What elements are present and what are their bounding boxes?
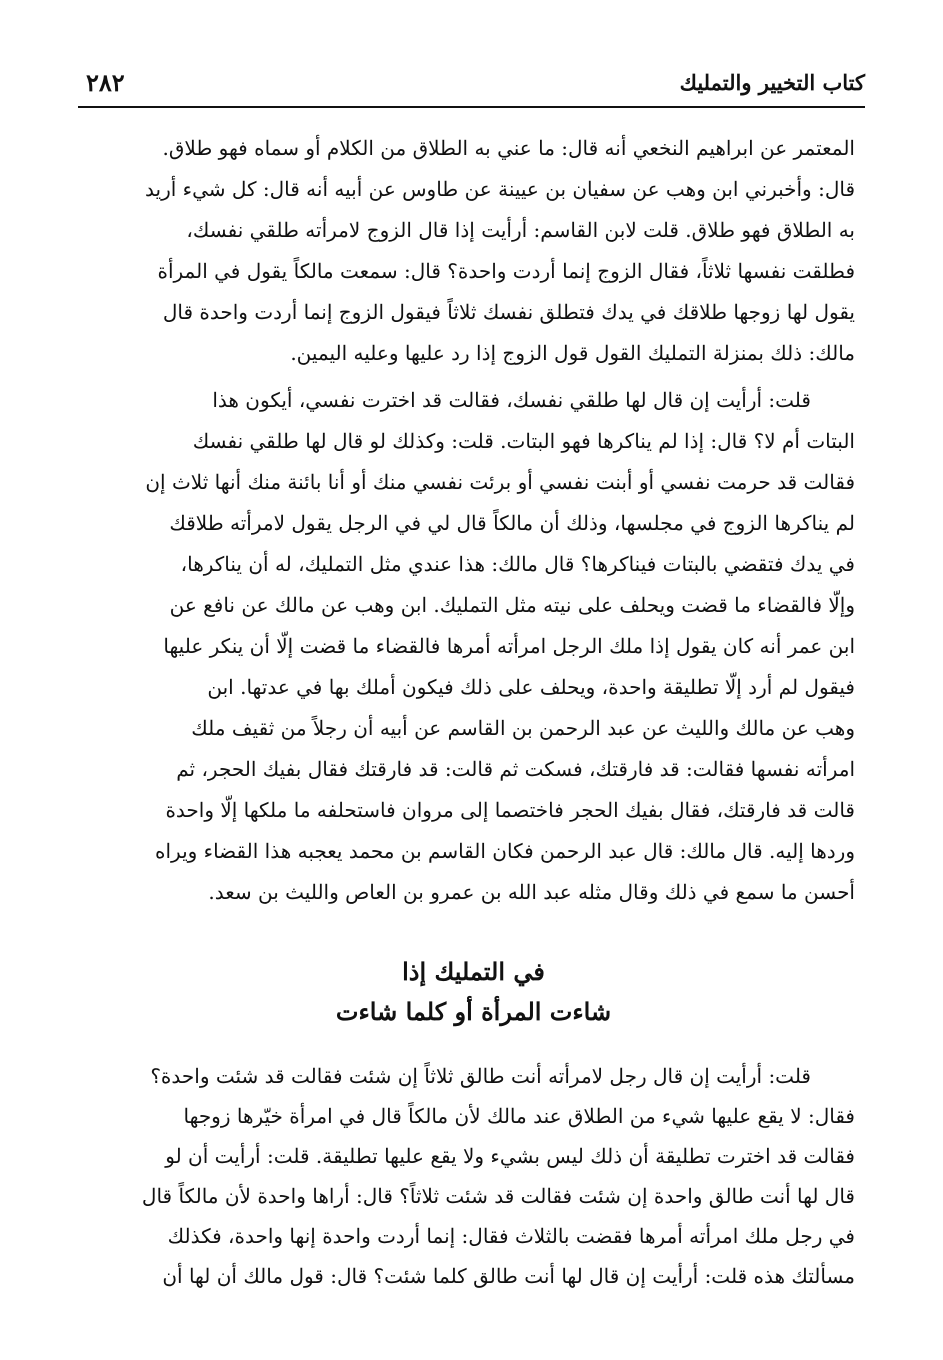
text-line: قالت قد فارقتك، فقال بفيك الحجر فاختصما إلى مروان فاستحلفه ما ملكها إلّا واحدة [165, 798, 855, 822]
text-line: قلت: أرأيت إن قال لها طلقي نفسك، فقالت قد اخترت نفسي، أيكون هذا [212, 388, 811, 412]
text-line: به الطلاق فهو طلاق. قلت لابن القاسم: أرأيت إذا قال الزوج لامرأته طلقي نفسك، [186, 218, 855, 242]
running-header [78, 62, 865, 108]
text-line: فيقول لم أرد إلّا تطليقة واحدة، ويحلف على ذلك فيكون أملك بها في عدتها. ابن [207, 675, 855, 699]
text-line: في يدك فتقضي بالبتات فيناكرها؟ قال مالك: هذا عندي مثل التمليك، له أن يناكرها، [180, 552, 855, 576]
text-line: فقالت قد اخترت تطليقة أن ذلك ليس بشيء ولا يقع عليها تطليقة. قلت: أرأيت أن لو [165, 1144, 855, 1168]
page-number: ٢٨٢ [86, 68, 125, 97]
text-line: لم يناكرها الزوج في مجلسها، وذلك أن مالكاً قال لي في الرجل يقول لامرأته طلاقك [169, 511, 855, 535]
text-line: قلت: أرأيت إن قال رجل لامرأته أنت طالق ثلاثاً إن شئت فقالت قد شئت واحدة؟ [150, 1064, 811, 1088]
text-line: يقول لها زوجها طلاقك في يدك فتطلق نفسك ثلاثاً فيقول الزوج إنما أردت واحدة قال [162, 300, 855, 324]
heading-line-1: في التمليك إذا [402, 957, 545, 986]
text-line: في رجل ملك امرأته أمرها فقضت بالثلاث فقال: إنما أردت واحدة إنها واحدة، فكذلك [167, 1224, 855, 1248]
paragraph-1 [92, 128, 855, 374]
text-line: امرأته نفسها فقالت: قد فارقتك، فسكت ثم قالت: قد فارقتك فقال بفيك الحجر، ثم [176, 757, 855, 781]
text-line: المعتمر عن ابراهيم النخعي أنه قال: ما عني به الطلاق من الكلام أو سماه فهو طلاق. [162, 136, 855, 160]
section-heading [92, 952, 855, 1032]
text-line: قال: وأخبرني ابن وهب عن سفيان بن عيينة عن طاوس عن أبيه أنه قال: كل شيء أريد [145, 177, 855, 201]
text-line: فقالت قد حرمت نفسي أو أبنت نفسي أو برئت نفسي منك أو أنا بائنة منك أنها ثلاث إن [145, 470, 855, 494]
text-line: وإلّا فالقضاء ما قضت ويحلف على نيته مثل التمليك. ابن وهب عن مالك عن نافع عن [169, 593, 855, 617]
text-line: البتات أم لا؟ قال: إذا لم يناكرها فهو البتات. قلت: وكذلك لو قال لها طلقي نفسك [192, 429, 855, 453]
heading-line-2: شاءت المرأة أو كلما شاءت [335, 997, 612, 1026]
section-2-text-block [92, 1056, 855, 1296]
text-line: وردها إليه. قال مالك: قال عبد الرحمن فكان القاسم بن محمد يعجبه هذا القضاء ويراه [155, 839, 855, 863]
text-line: ابن عمر أنه كان يقول إذا ملك الرجل امرأته أمرها فالقضاء ما قضت إلّا أن ينكر عليها [163, 634, 855, 658]
paragraph-3 [92, 1056, 855, 1296]
paragraph-2 [92, 380, 855, 913]
text-line: مسألتك هذه قلت: أرأيت إن قال لها أنت طالق كلما شئت؟ قال: قول مالك أن لها أن [162, 1264, 855, 1288]
text-line: وهب عن مالك والليث عن عبد الرحمن بن القاسم عن أبيه أن رجلاً من ثقيف ملك [191, 716, 855, 740]
text-line: أحسن ما سمع في ذلك وقال مثله عبد الله بن عمرو بن العاص والليث بن سعد. [208, 880, 855, 904]
text-line: قال لها أنت طالق واحدة إن شئت فقالت قد شئت ثلاثاً؟ قال: أراها واحدة لأن مالكاً قال [141, 1184, 855, 1208]
text-line: فقال: لا يقع عليها شيء من الطلاق عند مالك لأن مالكاً قال في امرأة خيّرها زوجها [183, 1104, 855, 1128]
book-title: كتاب التخيير والتمليك [679, 70, 865, 95]
text-line: فطلقت نفسها ثلاثاً، فقال الزوج إنما أردت واحدة؟ قال: سمعت مالكاً يقول في المرأة [157, 259, 855, 283]
main-text-block [92, 128, 855, 913]
text-line: مالك: ذلك بمنزلة التمليك القول قول الزوج إذا رد عليها وعليه اليمين. [290, 341, 855, 365]
